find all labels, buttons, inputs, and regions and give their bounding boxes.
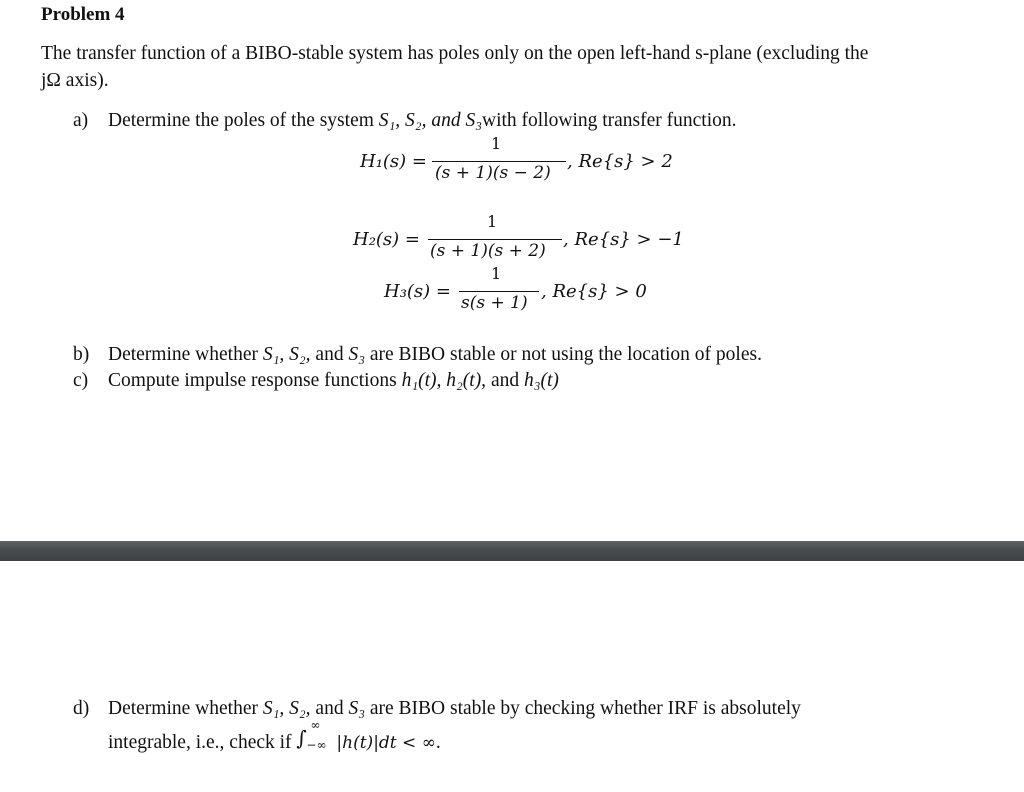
integrand: |h(t)|dt < ∞ <box>336 733 436 753</box>
eq1-numerator: 1 <box>491 134 502 153</box>
part-b-text-post: are BIBO stable or not using the location of poles. <box>364 344 762 365</box>
part-d-text-pre: Determine whether <box>108 698 263 719</box>
part-b-text-pre: Determine whether <box>108 344 263 365</box>
part-c-text <box>108 370 559 392</box>
integral-sign <box>296 718 336 752</box>
part-d-line-2 <box>108 718 441 754</box>
part-b-label: b) <box>73 344 90 365</box>
part-a-label: a) <box>73 110 89 131</box>
part-a-text-post: with following transfer function. <box>481 110 737 131</box>
eq2-denominator: (s + 1)(s + 2) <box>430 241 546 261</box>
part-d-line2-pre: integrable, i.e., check if <box>108 732 297 753</box>
eq3-lhs: H₃(s) = <box>384 281 451 302</box>
part-c-h3: h₃(t) <box>523 370 559 391</box>
part-c-funcs: h₁(t), h₂(t), <box>401 370 487 391</box>
eq2-lhs: H₂(s) = <box>353 229 420 250</box>
integral-lower-limit: −∞ <box>306 738 327 752</box>
eq3-fraction-bar <box>459 291 539 292</box>
eq3-denominator: s(s + 1) <box>461 293 528 313</box>
part-c-text-pre: Compute impulse response functions <box>108 370 402 391</box>
eq1-roc: , Re{s} > 2 <box>567 151 673 172</box>
eq1-denominator: (s + 1)(s − 2) <box>435 163 551 183</box>
page-divider <box>0 541 1024 561</box>
eq2-numerator: 1 <box>487 212 498 231</box>
part-a-text-pre: Determine the poles of the system <box>108 110 379 131</box>
intro-line-1: The transfer function of a BIBO-stable system has poles only on the open left-hand s-plane (excluding the <box>41 43 869 64</box>
problem-title: Problem 4 <box>41 4 125 25</box>
part-d-text-mid: and <box>310 698 349 719</box>
eq3-numerator: 1 <box>491 264 502 283</box>
part-b-systems: S₁, S₂, <box>262 344 311 365</box>
part-b-text <box>108 344 762 366</box>
part-b-text-mid: and <box>310 344 349 365</box>
part-d-text <box>108 698 801 720</box>
integral-symbol: ∫ <box>296 726 307 750</box>
eq2-fraction-bar <box>428 239 562 240</box>
part-c-text-mid: and <box>486 370 524 391</box>
integral-upper-limit: ∞ <box>310 718 321 732</box>
eq2-roc: , Re{s} > −1 <box>563 229 684 250</box>
part-a-systems: S₁, S₂, and S₃ <box>378 110 482 131</box>
part-d-label: d) <box>73 698 90 719</box>
part-c-label: c) <box>73 370 89 391</box>
eq3-roc: , Re{s} > 0 <box>541 281 647 302</box>
intro-line-2: jΩ axis). <box>41 70 109 91</box>
eq1-lhs: H₁(s) = <box>360 151 427 172</box>
part-a-text <box>108 110 737 132</box>
eq1-fraction-bar <box>432 161 566 162</box>
part-d-s3: S₃ <box>348 698 365 719</box>
part-d-line2-post: . <box>435 732 441 753</box>
part-d-systems: S₁, S₂, <box>262 698 311 719</box>
part-d-text-post: are BIBO stable by checking whether IRF is absolutely <box>364 698 801 719</box>
part-b-s3: S₃ <box>348 344 365 365</box>
